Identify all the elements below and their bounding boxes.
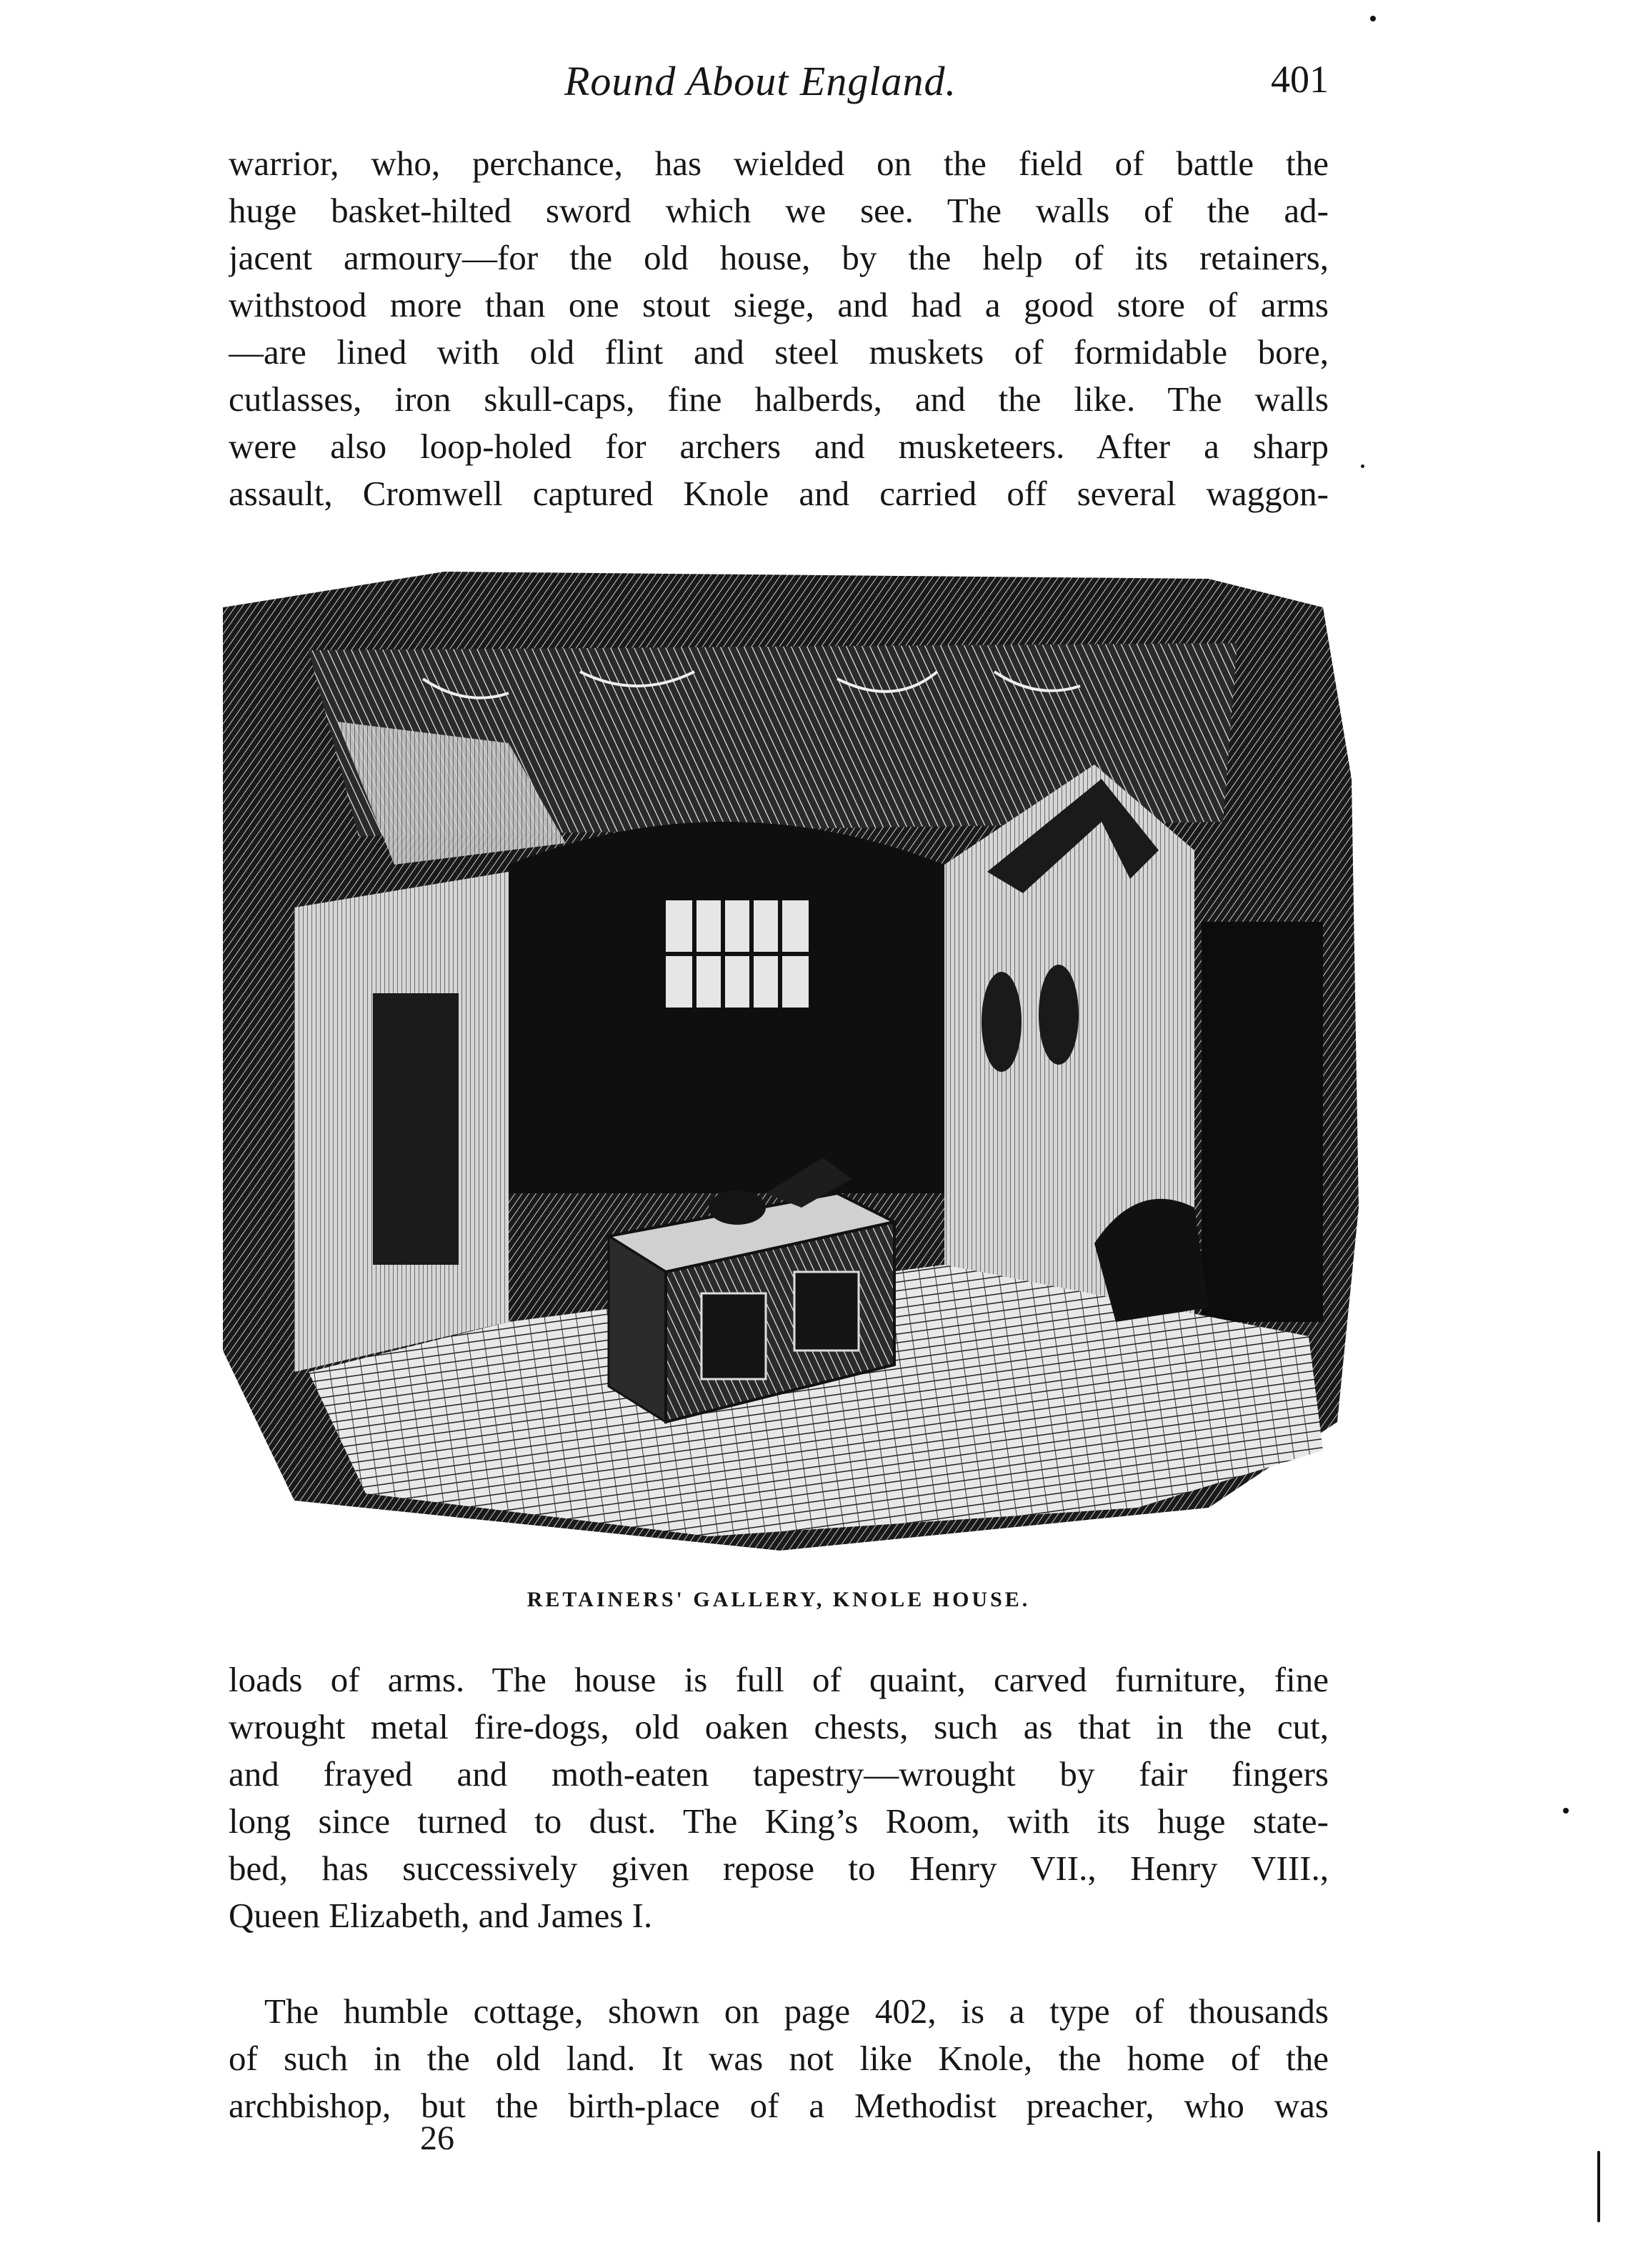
paragraph-3 bbox=[229, 1988, 1329, 2129]
ink-mark bbox=[1597, 2151, 1600, 2222]
text-line: bed, has successively given repose to Henry VII., Henry VIII., bbox=[229, 1849, 1329, 1888]
right-doorway bbox=[1202, 922, 1323, 1322]
text-line: were also loop-holed for archers and musketeers. After a sharp bbox=[229, 427, 1329, 466]
text-line: loads of arms. The house is full of quaint, carved furniture, fine bbox=[229, 1660, 1329, 1699]
figure-caption: RETAINERS' GALLERY, KNOLE HOUSE. bbox=[526, 1588, 1031, 1611]
page-number: 401 bbox=[1271, 58, 1329, 101]
text-line: —are lined with old flint and steel muskets of formidable bore, bbox=[229, 332, 1329, 372]
text-line: assault, Cromwell captured Knole and carried off several waggon- bbox=[229, 474, 1329, 513]
running-title: Round About England. bbox=[564, 58, 957, 104]
engraving-illustration bbox=[209, 564, 1380, 1558]
text-line: of such in the old land. It was not like Knole, the home of the bbox=[229, 2039, 1329, 2078]
ink-speck bbox=[1370, 16, 1376, 21]
ink-speck bbox=[1563, 1808, 1569, 1814]
text-line: jacent armoury—for the old house, by the help of its retainers, bbox=[229, 238, 1329, 277]
paragraph-2 bbox=[229, 1656, 1329, 1939]
page-header bbox=[229, 57, 1329, 114]
signature-mark: 26 bbox=[420, 2119, 454, 2157]
text-line: withstood more than one stout siege, and had a good store of arms bbox=[229, 285, 1329, 324]
text-line: Queen Elizabeth, and James I. bbox=[229, 1896, 653, 1935]
text-line: cutlasses, iron skull-caps, fine halberds, and the like. The walls bbox=[229, 379, 1329, 419]
text-line: archbishop, but the birth-place of a Methodist preacher, who was bbox=[229, 2086, 1329, 2125]
retainers-gallery-engraving bbox=[209, 564, 1380, 1558]
text-line: huge basket-hilted sword which we see. The walls of the ad- bbox=[229, 191, 1329, 230]
paragraph-1 bbox=[229, 140, 1329, 517]
ink-speck bbox=[1361, 464, 1364, 468]
text-line: wrought metal fire-dogs, old oaken chests, such as that in the cut, bbox=[229, 1707, 1329, 1746]
text-line: The humble cottage, shown on page 402, is a type of thousands bbox=[264, 1991, 1329, 2031]
helmet-on-chest bbox=[709, 1190, 766, 1225]
text-line: long since turned to dust. The King’s Room, with its huge state- bbox=[229, 1801, 1329, 1841]
text-line: and frayed and moth-eaten tapestry—wrought by fair fingers bbox=[229, 1754, 1329, 1794]
text-line: warrior, who, perchance, has wielded on the field of battle the bbox=[229, 144, 1329, 183]
